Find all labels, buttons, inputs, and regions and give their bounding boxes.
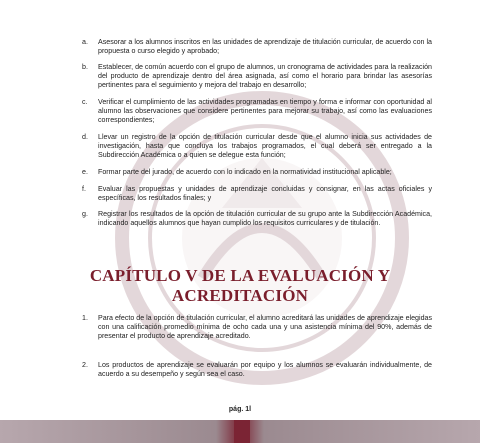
list-item-b: Establecer, de común acuerdo con el grupo de alumnos, un cronograma de actividades para la realización del producto de aprendizaje dentro del área asignada, así como el horario para brindar las asesorías pertinentes para el seguimiento y mejora del trabajo en desarrollo; bbox=[98, 63, 433, 90]
list-item-c: Verificar el cumplimiento de las actividades programadas en tiempo y forma e informar con oportunidad al alumno las observaciones que considere pertinentes para mejorar su trabajo, así como las evaluaciones correspondientes; bbox=[98, 98, 432, 125]
numbered-item-2: Los productos de aprendizaje se evaluarán por equipo y los alumnos se evaluarán individualmente, de acuerdo a su desempeño y según sea el caso. bbox=[98, 361, 432, 379]
numbered-marker-1: 1. bbox=[82, 314, 88, 322]
chapter-heading-line2: ACREDITACIÓN bbox=[171, 286, 309, 305]
list-item-d: Llevar un registro de la opción de titulación curricular desde que el alumno inicia sus actividades de investigación, hasta que concluya los trabajos programados, el cual deberá ser entregado a la Subdirección Académica o a quien se delegue esta función; bbox=[98, 133, 432, 160]
list-item-a: Asesorar a los alumnos inscritos en las unidades de aprendizaje de titulación curricular, de acuerdo con la propuesta o curso elegido y aprobado; bbox=[98, 38, 432, 56]
list-marker-c: c. bbox=[82, 98, 88, 106]
footer-band-accent bbox=[234, 420, 250, 443]
page-number: pág. 1l bbox=[228, 406, 252, 413]
numbered-marker-2: 2. bbox=[82, 361, 88, 369]
list-item-f: Evaluar las propuestas y unidades de aprendizaje concluidas y consignar, en las actas oficiales y específicas, los resultados finales; y bbox=[98, 185, 432, 203]
list-marker-e: e. bbox=[82, 168, 88, 176]
list-item-e: Formar parte del jurado, de acuerdo con lo indicado en la normatividad institucional aplicable; bbox=[98, 168, 392, 176]
list-marker-d: d. bbox=[82, 133, 88, 141]
numbered-item-1: Para efecto de la opción de titulación curricular, el alumno acreditará las unidades de aprendizaje elegidas con una calificación promedio mínima de ocho cada una y una asistencia mínima del 90%, además de presentar el producto de aprendizaje acreditado. bbox=[98, 314, 433, 341]
list-marker-f: f. bbox=[82, 185, 86, 193]
chapter-heading-line1: CAPÍTULO V DE LA EVALUACIÓN Y bbox=[89, 266, 391, 285]
list-marker-a: a. bbox=[82, 38, 88, 46]
list-item-g: Registrar los resultados de la opción de titulación curricular de su grupo ante la Subdirección Académica, indicando aquellos alumnos que hayan cumplido los requisitos curriculares y de titulación. bbox=[98, 210, 432, 228]
list-marker-b: b. bbox=[82, 63, 88, 71]
list-marker-g: g. bbox=[82, 210, 88, 218]
